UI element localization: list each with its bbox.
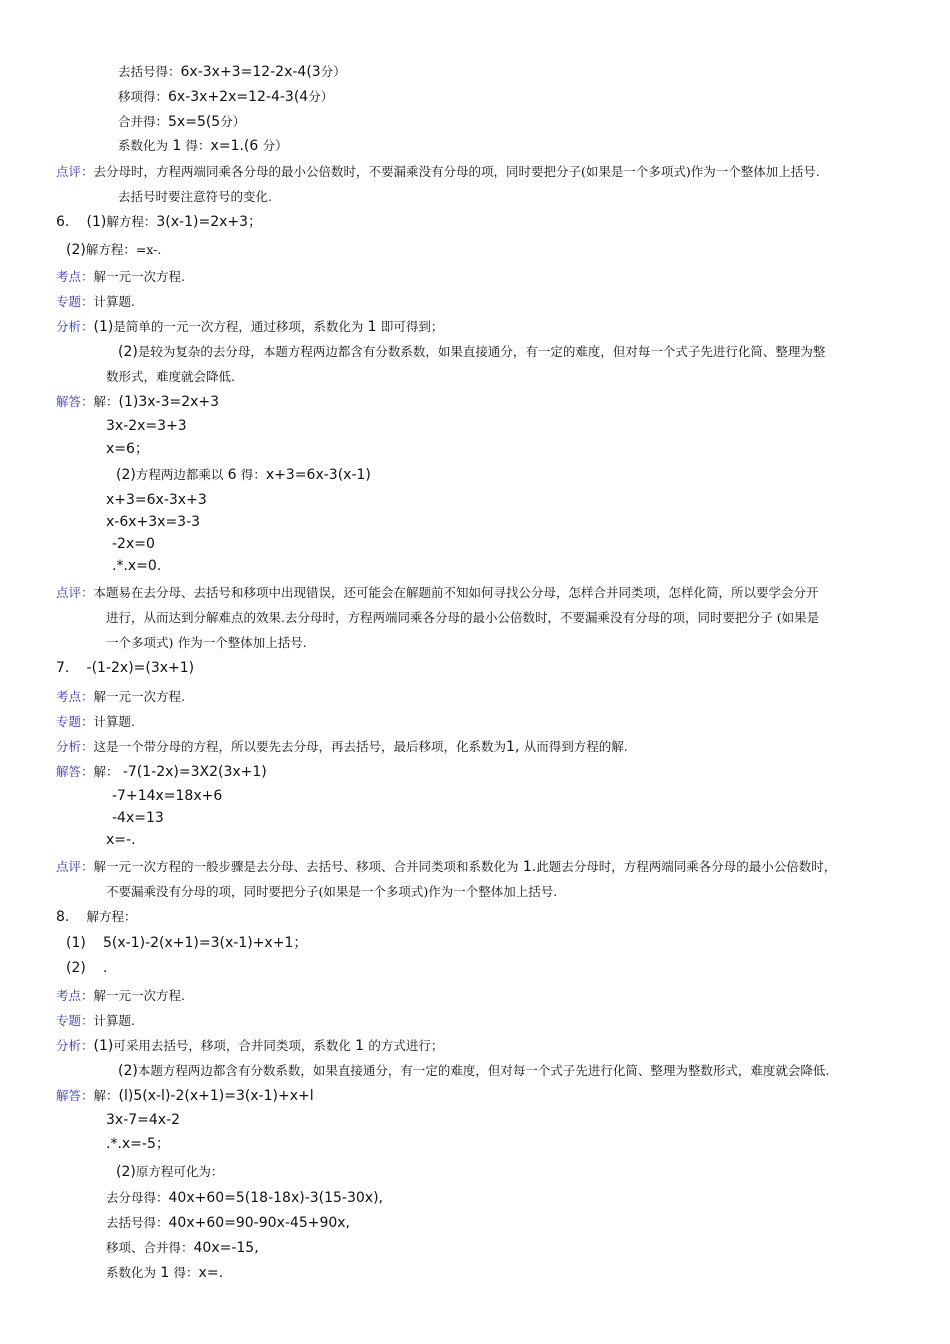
doc-line: 去括号得：6x-3x+3=12-2x-4(3分） xyxy=(118,64,346,80)
doc-line: (2)方程两边都乘以 6 得：x+3=6x-3(x-1) xyxy=(116,467,371,483)
zhuanti-line: 专题：计算题. xyxy=(56,714,135,729)
doc-line: 移项得：6x-3x+2x=12-4-3(4分） xyxy=(118,89,334,105)
equation-line: x=6； xyxy=(106,441,149,457)
kaodian-line: 考点：解一元一次方程. xyxy=(56,988,185,1003)
doc-line: (2)本题方程两边都含有分数系数，如果直接通分，有一定的难度，但对每一个式子先进行化简、整理为整数形式，难度就会降低. xyxy=(118,1063,830,1079)
remark-line: 点评：本题易在去分母、去括号和移项中出现错误，还可能会在解题前不知如何寻找公分母，怎样合并同类项，怎样化简，所以要学会分开 xyxy=(56,585,819,600)
remark-label: 点评： xyxy=(56,164,94,179)
jieda-line: 解答：解： -7(1-2x)=3X2(3x+1) xyxy=(56,764,267,780)
equation-line: x=-. xyxy=(106,832,136,848)
equation-line: 3x-2x=3+3 xyxy=(106,418,187,434)
fenxi-line: 分析：这是一个带分母的方程，所以要先去分母，再去括号，最后移项，化系数为1, 从而得到方程的解. xyxy=(56,739,628,755)
doc-line: (2)原方程可化为： xyxy=(116,1164,224,1180)
kaodian-line: 考点：解一元一次方程. xyxy=(56,689,185,704)
remark-line: 点评：去分母时，方程两端同乘各分母的最小公倍数时，不要漏乘没有分母的项，同时要把分子(如果是一个多项式)作为一个整体加上括号. xyxy=(56,164,820,179)
remark-line: 点评：解一元一次方程的一般步骤是去分母、去括号、移项、合并同类项和系数化为 1.此题去分母时，方程两端同乘各分母的最小公倍数时， xyxy=(56,859,837,875)
zhuanti-line: 专题：计算题. xyxy=(56,294,135,309)
zhuanti-line: 专题：计算题. xyxy=(56,1013,135,1028)
equation-line: .*.x=0. xyxy=(112,558,162,574)
kaodian-line: 考点：解一元一次方程. xyxy=(56,269,185,284)
doc-line: (2)是较为复杂的去分母，本题方程两边都含有分数系数，如果直接通分，有一定的难度，但对每一个式子先进行化简、整理为整 xyxy=(118,344,826,360)
fenxi-line: 分析：(1)是简单的一元一次方程，通过移项，系数化为 1 即可得到； xyxy=(56,319,444,335)
equation-line: .*.x=-5； xyxy=(106,1136,170,1152)
jieda-line: 解答：解：(l)5(x-l)-2(x+1)=3(x-1)+x+l xyxy=(56,1088,314,1104)
doc-line: (1) 5(x-1)-2(x+1)=3(x-1)+x+1； xyxy=(66,935,308,951)
doc-line: 系数化为 1 得：x=1.(6 分） xyxy=(118,138,288,154)
doc-line: (2)解方程：=x-. xyxy=(66,242,162,258)
doc-line: 去分母得：40x+60=5(18-18x)-3(15-30x), xyxy=(106,1190,383,1206)
equation-line: -4x=13 xyxy=(112,810,164,826)
equation-line: -2x=0 xyxy=(112,536,155,552)
equation-line: 3x-7=4x-2 xyxy=(106,1112,181,1128)
fenxi-line: 分析：(1)可采用去括号，移项，合并同类项，系数化 1 的方式进行； xyxy=(56,1038,444,1054)
equation-line: x+3=6x-3x+3 xyxy=(106,492,207,508)
doc-line: (2) . xyxy=(66,960,108,976)
equation-line: x-6x+3x=3-3 xyxy=(106,514,201,530)
doc-line: 去括号得：40x+60=90-90x-45+90x, xyxy=(106,1215,351,1231)
doc-line: 去括号时要注意符号的变化. xyxy=(118,189,272,204)
jieda-line: 解答：解：(1)3x-3=2x+3 xyxy=(56,394,220,410)
doc-line: 合并得：5x=5(5分） xyxy=(118,114,246,130)
problem-7-title: 7. -(1-2x)=(3x+1) xyxy=(56,660,195,676)
doc-line: 移项、合并得：40x=-15, xyxy=(106,1240,259,1256)
doc-line: 一个多项式) 作为一个整体加上括号. xyxy=(106,635,307,650)
doc-line: 数形式，难度就会降低. xyxy=(106,369,235,384)
doc-line: 系数化为 1 得：x=. xyxy=(106,1265,224,1281)
problem-6-title: 6. (1)解方程：3(x-1)=2x+3； xyxy=(56,214,263,230)
equation-line: -7+14x=18x+6 xyxy=(112,788,223,804)
problem-8-title: 8. 解方程： xyxy=(56,909,137,925)
doc-line: 不要漏乘没有分母的项，同时要把分子(如果是一个多项式)作为一个整体加上括号. xyxy=(106,884,558,899)
doc-line: 进行，从而达到分解难点的效果.去分母时，方程两端同乘各分母的最小公倍数时，不要漏乘没有分母的项，同时要把分子 (如果是 xyxy=(106,610,820,625)
